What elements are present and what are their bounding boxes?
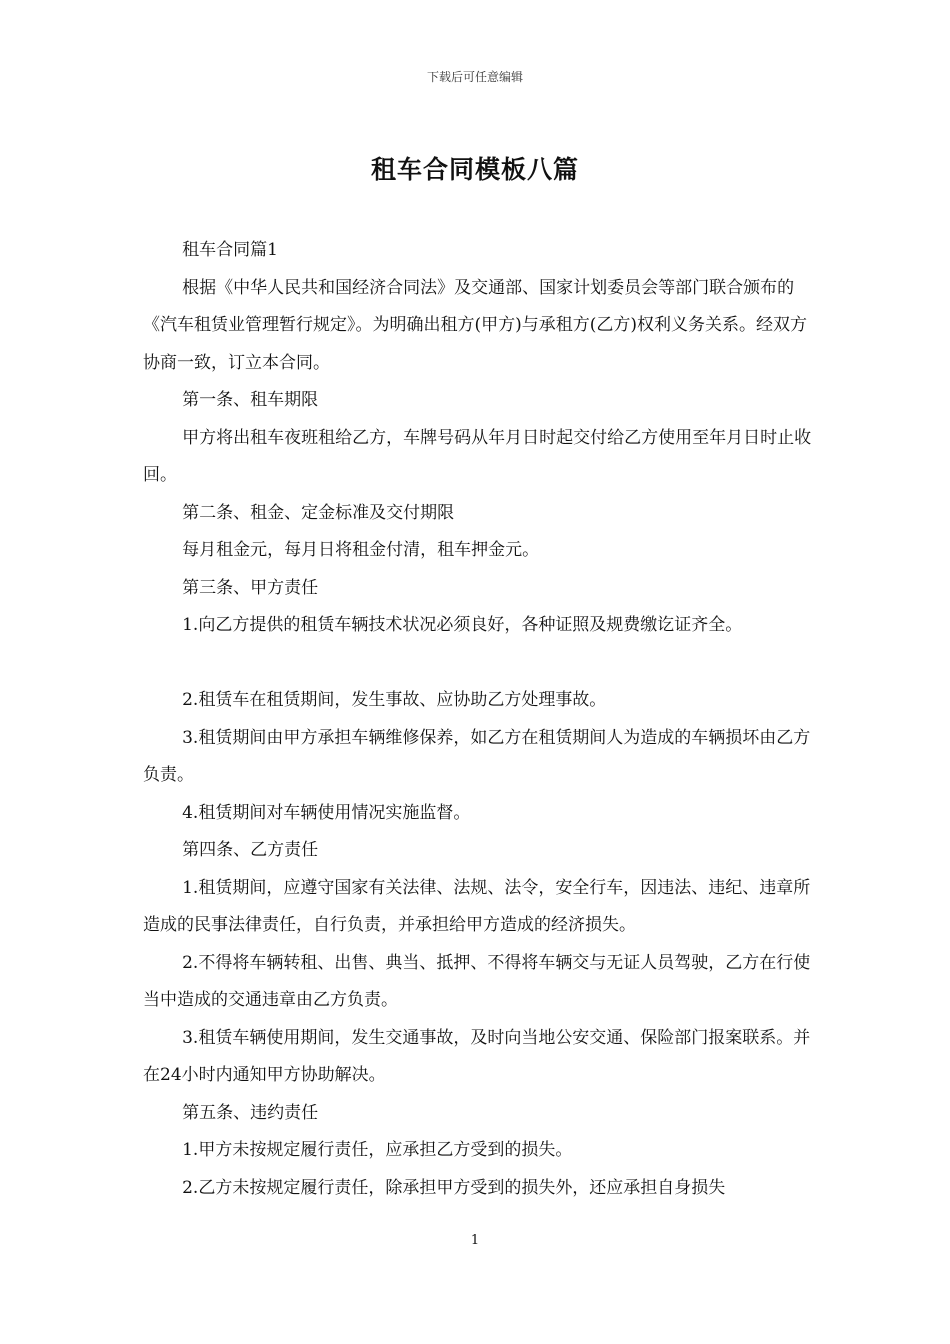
list-item: 4.租赁期间对车辆使用情况实施监督。	[182, 802, 471, 823]
article-heading: 第四条、乙方责任	[182, 840, 319, 860]
list-item: 2.租赁车在租赁期间，发生事故、应协助乙方处理事故。	[182, 690, 607, 710]
paragraph: 甲方将出租车夜班租给乙方，车牌号码从年月日时起交付给乙方使用至年月日时止收回。	[143, 427, 812, 485]
list-item: 2.不得将车辆转租、出售、典当、抵押、不得将车辆交与无证人员驾驶，乙方在行使当中造成的交通违章由乙方负责。	[143, 952, 811, 1010]
article-heading: 第三条、甲方责任	[182, 577, 319, 598]
paragraph: 每月租金元，每月日将租金付清，租车押金元。	[182, 540, 540, 560]
list-item: 3.租赁车辆使用期间，发生交通事故，及时向当地公安交通、保险部门报案联系。并在24小时内通知甲方协助解决。	[143, 1027, 811, 1085]
list-item: 1.甲方未按规定履行责任，应承担乙方受到的损失。	[182, 1140, 573, 1160]
article-heading: 第五条、违约责任	[182, 1102, 319, 1123]
document-body	[143, 232, 819, 1207]
list-item: 2.乙方未按规定履行责任，除承担甲方受到的损失外，还应承担自身损失	[182, 1177, 726, 1198]
page-header-note: 下载后可任意编辑	[426, 70, 523, 84]
list-item: 3.租赁期间由甲方承担车辆维修保养，如乙方在租赁期间人为造成的车辆损坏由乙方负责。	[143, 727, 811, 785]
section-heading: 租车合同篇1	[182, 240, 278, 260]
paragraph: 根据《中华人民共和国经济合同法》及交通部、国家计划委员会等部门联合颁布的《汽车租赁业管理暂行规定》。为明确出租方(甲方)与承租方(乙方)权利义务关系。经双方协商一致，订立本合同。	[143, 277, 808, 373]
article-heading: 第二条、租金、定金标准及交付期限	[182, 502, 455, 523]
list-item: 1.向乙方提供的租赁车辆技术状况必须良好，各种证照及规费缴讫证齐全。	[182, 615, 743, 635]
article-heading: 第一条、租车期限	[182, 390, 319, 410]
list-item: 1.租赁期间，应遵守国家有关法律、法规、法令，安全行车，因违法、违纪、违章所造成的民事法律责任，自行负责，并承担给甲方造成的经济损失。	[143, 877, 811, 935]
document-title: 租车合同模板八篇	[370, 155, 579, 184]
page-number: 1	[470, 1233, 480, 1248]
